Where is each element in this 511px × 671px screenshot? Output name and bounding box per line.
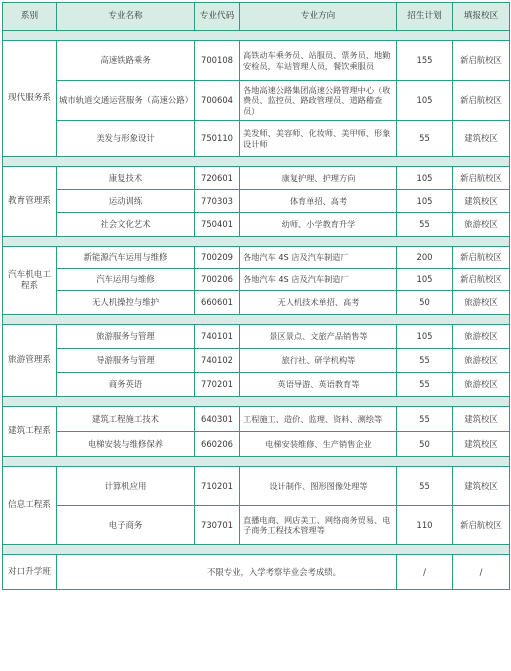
campus: 新启航校区 (453, 269, 510, 291)
separator-cell (3, 545, 510, 555)
table-row (3, 167, 510, 190)
major-code: 660601 (195, 291, 240, 315)
major-direction: 直播电商、网店美工、网络商务贸易、电子商务工程技术管理等 (240, 506, 397, 545)
enrollment-plan: 105 (397, 81, 453, 121)
footer-campus: / (453, 555, 510, 590)
table-row (3, 506, 510, 545)
separator-cell (3, 31, 510, 41)
table-row (3, 213, 510, 237)
footer-department: 对口升学班 (3, 555, 57, 590)
major-direction: 旅行社、研学机构等 (240, 349, 397, 373)
table-row (3, 190, 510, 213)
department-cell: 建筑工程系 (3, 407, 57, 457)
enrollment-plan: 105 (397, 167, 453, 190)
separator-cell (3, 315, 510, 325)
major-name: 旅游服务与管理 (57, 325, 195, 349)
major-name: 计算机应用 (57, 467, 195, 506)
section-separator (3, 31, 510, 41)
enrollment-plan: 55 (397, 121, 453, 157)
campus: 旅游校区 (453, 291, 510, 315)
major-code: 750401 (195, 213, 240, 237)
footer-row (3, 555, 510, 590)
campus: 建筑校区 (453, 121, 510, 157)
major-name: 美发与形象设计 (57, 121, 195, 157)
major-code: 640301 (195, 407, 240, 432)
major-name: 建筑工程施工技术 (57, 407, 195, 432)
enrollment-plan: 105 (397, 269, 453, 291)
campus: 旅游校区 (453, 349, 510, 373)
table-row (3, 432, 510, 457)
major-direction: 无人机技术单招、高考 (240, 291, 397, 315)
table-row (3, 467, 510, 506)
major-name: 无人机操控与维护 (57, 291, 195, 315)
major-code: 730701 (195, 506, 240, 545)
major-name: 社会文化艺术 (57, 213, 195, 237)
major-direction: 各地高速公路集团高速公路管理中心（收费员、监控员、路政管理员、道路稽查员） (240, 81, 397, 121)
major-direction: 美发师、美容师、化妆师、美甲师、形象设计师 (240, 121, 397, 157)
major-code: 700209 (195, 247, 240, 269)
section-separator (3, 397, 510, 407)
table-row (3, 269, 510, 291)
campus: 新启航校区 (453, 247, 510, 269)
major-name: 康复技术 (57, 167, 195, 190)
major-direction: 高铁动车乘务员、站服员、票务员、地勤安检员，车站管理人员，餐饮乘服员 (240, 41, 397, 81)
major-direction: 景区景点、文旅产品销售等 (240, 325, 397, 349)
header-department: 系别 (3, 3, 57, 31)
major-direction: 英语导游、英语教育等 (240, 373, 397, 397)
table-row (3, 373, 510, 397)
major-code: 720601 (195, 167, 240, 190)
header-row (3, 3, 510, 31)
major-direction: 体育单招、高考 (240, 190, 397, 213)
enrollment-table-wrapper (2, 2, 509, 590)
separator-cell (3, 457, 510, 467)
campus: 旅游校区 (453, 325, 510, 349)
footer-note: 不限专业，入学考察毕业会考成绩。 (57, 555, 397, 590)
department-cell: 信息工程系 (3, 467, 57, 545)
major-code: 740101 (195, 325, 240, 349)
campus: 旅游校区 (453, 373, 510, 397)
enrollment-plan: 105 (397, 325, 453, 349)
section-separator (3, 237, 510, 247)
major-code: 770201 (195, 373, 240, 397)
department-cell: 教育管理系 (3, 167, 57, 237)
enrollment-plan: 55 (397, 349, 453, 373)
major-direction: 电梯安装维修、生产销售企业 (240, 432, 397, 457)
campus: 新启航校区 (453, 167, 510, 190)
major-name: 导游服务与管理 (57, 349, 195, 373)
separator-cell (3, 397, 510, 407)
major-name: 运动训练 (57, 190, 195, 213)
section-separator (3, 545, 510, 555)
enrollment-table (2, 2, 510, 590)
header-direction: 专业方向 (240, 3, 397, 31)
section-separator (3, 157, 510, 167)
department-cell: 旅游管理系 (3, 325, 57, 397)
department-cell: 现代服务系 (3, 41, 57, 157)
major-name: 新能源汽车运用与维修 (57, 247, 195, 269)
campus: 建筑校区 (453, 190, 510, 213)
enrollment-plan: 155 (397, 41, 453, 81)
table-row (3, 349, 510, 373)
campus: 新启航校区 (453, 81, 510, 121)
major-code: 770303 (195, 190, 240, 213)
department-cell: 汽车机电工程系 (3, 247, 57, 315)
major-direction: 幼师、小学教育升学 (240, 213, 397, 237)
enrollment-plan: 105 (397, 190, 453, 213)
major-name: 汽车运用与维修 (57, 269, 195, 291)
campus: 新启航校区 (453, 506, 510, 545)
enrollment-plan: 50 (397, 291, 453, 315)
enrollment-plan: 55 (397, 467, 453, 506)
table-row (3, 407, 510, 432)
enrollment-plan: 55 (397, 373, 453, 397)
major-code: 750110 (195, 121, 240, 157)
header-plan: 招生计划 (397, 3, 453, 31)
major-code: 700604 (195, 81, 240, 121)
major-direction: 工程施工、造价、监理、资料、测绘等 (240, 407, 397, 432)
major-direction: 康复护理、护理方向 (240, 167, 397, 190)
enrollment-plan: 55 (397, 213, 453, 237)
major-name: 电子商务 (57, 506, 195, 545)
enrollment-plan: 50 (397, 432, 453, 457)
enrollment-plan: 55 (397, 407, 453, 432)
table-row (3, 291, 510, 315)
header-major: 专业名称 (57, 3, 195, 31)
table-row (3, 41, 510, 81)
enrollment-plan: 110 (397, 506, 453, 545)
table-body (3, 31, 510, 590)
separator-cell (3, 157, 510, 167)
major-direction: 各地汽车 4S 店及汽车制造厂 (240, 269, 397, 291)
table-row (3, 325, 510, 349)
major-name: 城市轨道交通运营服务（高速公路） (57, 81, 195, 121)
table-row (3, 121, 510, 157)
major-direction: 各地汽车 4S 店及汽车制造厂 (240, 247, 397, 269)
major-direction: 设计制作、图形图像处理等 (240, 467, 397, 506)
separator-cell (3, 237, 510, 247)
major-code: 660206 (195, 432, 240, 457)
header-campus: 填报校区 (453, 3, 510, 31)
major-code: 700206 (195, 269, 240, 291)
campus: 建筑校区 (453, 467, 510, 506)
campus: 新启航校区 (453, 41, 510, 81)
major-name: 电梯安装与维修保养 (57, 432, 195, 457)
campus: 建筑校区 (453, 407, 510, 432)
campus: 建筑校区 (453, 432, 510, 457)
major-name: 高速铁路乘务 (57, 41, 195, 81)
section-separator (3, 457, 510, 467)
table-row (3, 81, 510, 121)
table-row (3, 247, 510, 269)
campus: 旅游校区 (453, 213, 510, 237)
header-code: 专业代码 (195, 3, 240, 31)
major-code: 740102 (195, 349, 240, 373)
major-name: 商务英语 (57, 373, 195, 397)
major-code: 700108 (195, 41, 240, 81)
enrollment-plan: 200 (397, 247, 453, 269)
major-code: 710201 (195, 467, 240, 506)
section-separator (3, 315, 510, 325)
footer-plan: / (397, 555, 453, 590)
